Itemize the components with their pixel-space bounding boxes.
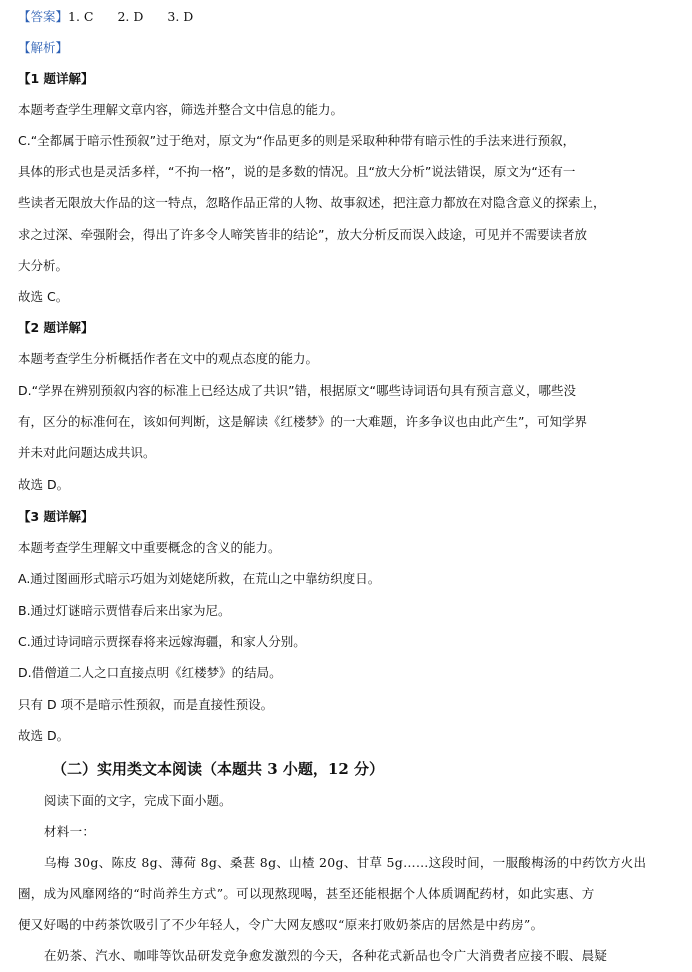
q2-line-4: 并未对此问题达成共识。 [18,445,156,460]
q1-line-6: 大分析。 [18,258,69,273]
answer-item-2: 2. D [117,9,144,24]
q1-line-1: 本题考查学生理解文章内容，筛选并整合文中信息的能力。 [18,102,344,117]
answer-label: 【答案】 [18,9,69,24]
section-instruction: 阅读下面的文字，完成下面小题。 [44,793,232,808]
answer-line [18,6,682,28]
answer-item-1: 1. C [68,9,94,24]
q3-conclusion: 故选 D。 [18,728,70,743]
passage-line-3: 便又好喝的中药茶饮吸引了不少年轻人，令广大网友感叹“原来打败奶茶店的居然是中药房”。 [18,917,544,932]
passage-line-4: 在奶茶、汽水、咖啡等饮品研发竞争愈发激烈的今天，各种花式新品也令广大消费者应接不暇、晨疑 [44,948,608,963]
q1-line-5: 求之过深、牵强附会，得出了许多令人啼笑皆非的结论”，放大分析反而误入歧途，可见并不需要读者放 [18,227,587,242]
q3-line-1: 本题考查学生理解文中重要概念的含义的能力。 [18,540,281,555]
q3-option-a: A.通过图画形式暗示巧姐为刘姥姥所救，在荒山之中靠纺织度日。 [18,571,381,586]
answer-item-3: 3. D [167,9,194,24]
section-title: （二）实用类文本阅读（本题共 3 小题，12 分） [52,760,384,778]
q1-conclusion: 故选 C。 [18,289,69,304]
passage-line-2: 圈，成为风靡网络的“时尚养生方式”。可以现熬现喝，甚至还能根据个人体质调配药材，如此实惠、方 [18,886,595,901]
q3-option-d: D.借僧道二人之口直接点明《红楼梦》的结局。 [18,665,282,680]
q2-heading: 【2 题详解】 [18,320,94,335]
q1-heading: 【1 题详解】 [18,71,94,86]
q3-option-c: C.通过诗词暗示贾探春将来远嫁海疆，和家人分别。 [18,634,306,649]
q1-line-2: C.“全都属于暗示性预叙”过于绝对，原文为“作品更多的则是采取种种带有暗示性的手法来进行预叙， [18,133,576,148]
passage-line-1: 乌梅 30g、陈皮 8g、薄荷 8g、桑葚 8g、山楂 20g、甘草 5g……这段时间，一服酸梅汤的中药饮方火出 [44,855,647,870]
material-label: 材料一： [44,824,96,839]
q1-line-4: 些读者无限放大作品的这一特点，忽略作品正常的人物、故事叙述，把注意力都放在对隐含意义的探索上， [18,195,606,210]
q3-summary: 只有 D 项不是暗示性预叙，而是直接性预设。 [18,697,274,712]
analysis-label: 【解析】 [18,40,69,55]
q2-conclusion: 故选 D。 [18,477,70,492]
q3-heading: 【3 题详解】 [18,509,94,524]
q2-line-1: 本题考查学生分析概括作者在文中的观点态度的能力。 [18,351,319,366]
q1-line-3: 具体的形式也是灵活多样，“不拘一格”，说的是多数的情况。且“放大分析”说法错误，原文为“还有一 [18,164,576,179]
q2-line-2: D.“学界在辨别预叙内容的标准上已经达成了共识”错，根据原文“哪些诗词语句具有预言意义，哪些没 [18,383,577,398]
q3-option-b: B.通过灯谜暗示贾惜春后来出家为尼。 [18,603,231,618]
q2-line-3: 有，区分的标准何在，该如何判断，这是解读《红楼梦》的一大难题，许多争议也由此产生”，可知学界 [18,414,587,429]
